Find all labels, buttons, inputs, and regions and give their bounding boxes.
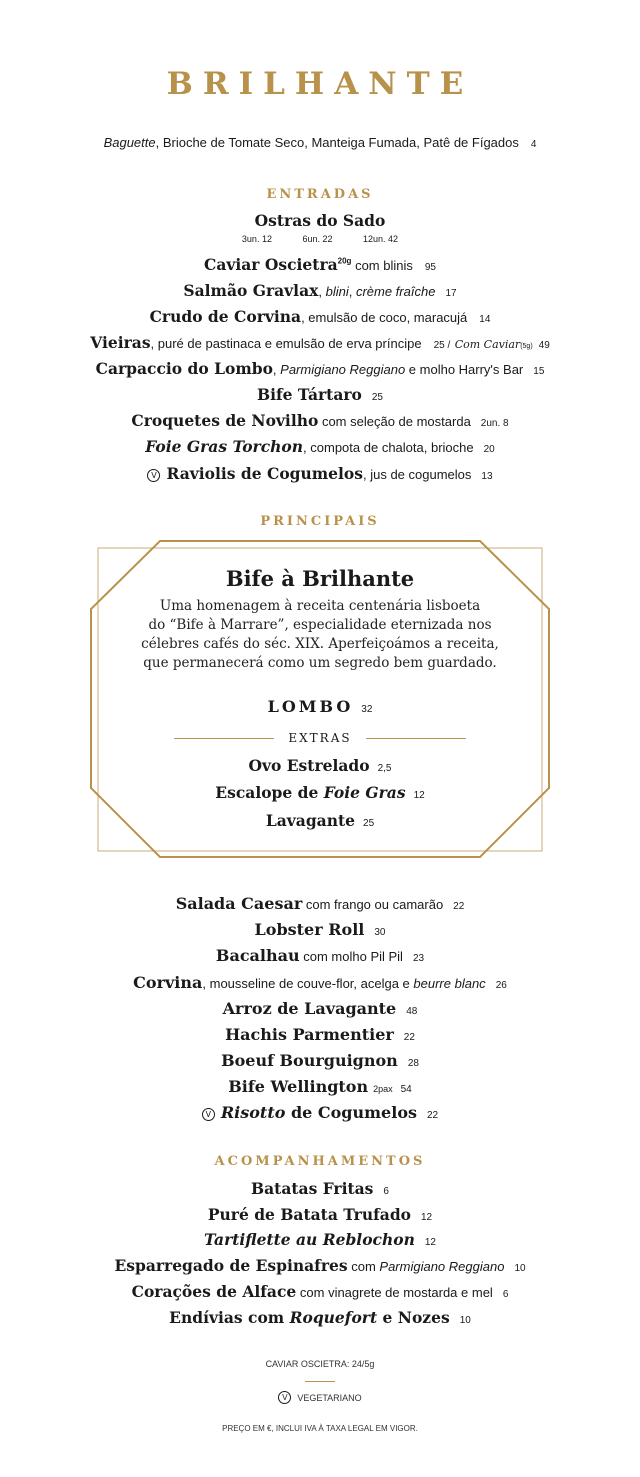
risotto-item — [0, 1103, 640, 1123]
ostras-opt-3: 3un. 12 — [241, 234, 272, 244]
caviar-name: Caviar Oscietra — [203, 255, 338, 274]
esparregado-name: Esparregado de Espinafres — [114, 1256, 348, 1275]
salmao-sep2: , — [348, 284, 356, 299]
vegetarian-icon: V — [278, 1391, 291, 1404]
esparregado-price: 10 — [514, 1263, 526, 1274]
footer-vegetarian-legend — [0, 1391, 640, 1404]
batatas-item — [0, 1179, 640, 1199]
arroz-price: 48 — [406, 1006, 418, 1017]
vieiras-caviar-price: 49 — [538, 340, 550, 351]
pure-item — [0, 1205, 640, 1225]
raviolis-name: Raviolis de Cogumelos — [166, 464, 363, 483]
lombo-price: 32 — [361, 704, 373, 715]
caesar-name: Salada Caesar — [175, 894, 303, 913]
foie-price: 20 — [483, 444, 495, 455]
caesar-price: 22 — [453, 901, 465, 912]
ovo-name: Ovo Estrelado — [248, 756, 370, 775]
ovo-price: 2,5 — [377, 763, 392, 774]
vieiras-desc: , puré de pastinaca e emulsão de erva príncipe — [150, 336, 422, 351]
tartaro-price: 25 — [371, 392, 383, 403]
story-line-2: do “Bife à Marrare”, especialidade eternizada nos — [148, 617, 492, 633]
escalope-name: Escalope de — [215, 783, 324, 802]
carpaccio-name: Carpaccio do Lombo — [95, 359, 273, 378]
arroz-item — [0, 999, 640, 1019]
boeuf-name: Boeuf Bourguignon — [221, 1051, 398, 1070]
bacalhau-desc: com molho Pil Pil — [299, 949, 403, 964]
carpaccio-desc1: Parmigiano Reggiano — [280, 362, 406, 377]
principais-heading: PRINCIPAIS — [260, 514, 380, 529]
carpaccio-price: 15 — [533, 366, 545, 377]
lobster-item — [0, 920, 640, 940]
vieiras-caviar-label: Com Caviar — [454, 338, 521, 351]
salmao-price: 17 — [445, 288, 457, 299]
salmao-desc2: crème fraîche — [355, 284, 436, 299]
bread-italic: Baguette — [103, 135, 156, 150]
raviolis-desc: , jus de cogumelos — [362, 467, 472, 482]
hachis-name: Hachis Parmentier — [225, 1025, 394, 1044]
corvina-name: Corvina — [133, 973, 203, 992]
hachis-item — [0, 1025, 640, 1045]
feature-story — [140, 597, 500, 673]
wellington-price: 54 — [400, 1084, 412, 1095]
bread-price: 4 — [530, 139, 537, 150]
tartiflette-item — [0, 1230, 640, 1250]
vegetarian-icon: V — [202, 1108, 215, 1121]
footer-rule — [305, 1381, 335, 1382]
ovo-item — [0, 756, 640, 776]
salmao-desc1: blini — [325, 284, 349, 299]
coracoes-desc: com vinagrete de mostarda e mel — [296, 1285, 493, 1300]
coracoes-price: 6 — [502, 1289, 509, 1300]
bread-text: , Brioche de Tomate Seco, Manteiga Fumada, Patê de Fígados — [155, 135, 519, 150]
croquetes-price: 2un. 8 — [480, 418, 509, 429]
risotto-price: 22 — [427, 1110, 439, 1121]
bacalhau-item — [0, 946, 640, 966]
ostras-name: Ostras do Sado — [254, 211, 386, 230]
wellington-item — [0, 1077, 640, 1097]
escalope-price: 12 — [413, 790, 425, 801]
lombo-name: LOMBO — [267, 697, 354, 716]
boeuf-item — [0, 1051, 640, 1071]
esparregado-item — [0, 1256, 640, 1276]
endivias-item — [0, 1308, 640, 1328]
extras-heading: EXTRAS — [288, 731, 352, 745]
risotto-name-italic: Risotto — [220, 1103, 286, 1122]
wellington-pax: 2pax — [373, 1084, 393, 1094]
feature-title: Bife à Brilhante — [225, 566, 415, 591]
pure-name: Puré de Batata Trufado — [207, 1205, 411, 1224]
endivias-name-italic: Roquefort — [289, 1308, 378, 1327]
corvina-desc-italic: beurre blanc — [413, 976, 486, 991]
caesar-item — [0, 894, 640, 914]
batatas-price: 6 — [383, 1186, 389, 1197]
story-line-4: que permanecerá como um segredo bem guardado. — [143, 655, 497, 671]
vieiras-name: Vieiras — [90, 333, 151, 352]
pure-price: 12 — [421, 1212, 433, 1223]
footer-vegetarian-label: VEGETARIANO — [297, 1393, 362, 1403]
salmao-sep: , — [318, 284, 326, 299]
esparregado-desc-italic: Parmigiano Reggiano — [379, 1259, 505, 1274]
bacalhau-price: 23 — [412, 953, 425, 964]
tartaro-name: Bife Tártaro — [256, 385, 362, 404]
foie-name: Foie Gras Torchon — [145, 437, 304, 456]
menu-title: BRILHANTE — [166, 66, 474, 102]
vieiras-caviar-qty: (5g) — [520, 343, 533, 350]
carpaccio-desc2: e molho Harry's Bar — [405, 362, 524, 377]
crudo-price: 14 — [479, 314, 491, 325]
risotto-name: de Cogumelos — [285, 1103, 417, 1122]
crudo-name: Crudo de Corvina — [149, 307, 302, 326]
corvina-item — [0, 973, 640, 993]
caviar-desc: com blinis — [351, 258, 413, 273]
corvina-price: 26 — [495, 980, 507, 991]
lavagante-extra-price: 25 — [363, 818, 375, 829]
foie-desc: , compota de chalota, brioche — [303, 440, 474, 455]
croquetes-name: Croquetes de Novilho — [131, 411, 319, 430]
vieiras-price: 25 / — [433, 340, 451, 351]
lobster-price: 30 — [374, 927, 386, 938]
hachis-price: 22 — [403, 1032, 415, 1043]
vegetarian-icon: V — [147, 469, 160, 482]
escalope-name-italic: Foie Gras — [323, 783, 406, 802]
story-line-3: célebres cafés do séc. XIX. Aperfeiçoámos a receita, — [141, 636, 499, 652]
wellington-name: Bife Wellington — [228, 1077, 369, 1096]
entradas-heading: ENTRADAS — [266, 187, 374, 202]
caviar-price: 95 — [424, 262, 436, 273]
escalope-item — [0, 783, 640, 803]
corvina-desc: , mousseline de couve-flor, acelga e — [202, 976, 414, 991]
ostras-opt-6: 6un. 22 — [302, 234, 333, 244]
coracoes-item — [0, 1282, 640, 1302]
boeuf-price: 28 — [407, 1058, 419, 1069]
arroz-name: Arroz de Lavagante — [222, 999, 397, 1018]
footer-caviar-note: CAVIAR OSCIETRA: 24/5g — [265, 1359, 375, 1369]
endivias-price: 10 — [459, 1315, 471, 1326]
raviolis-price: 13 — [481, 471, 493, 482]
batatas-name: Batatas Fritas — [251, 1179, 374, 1198]
endivias-name: Endívias com — [169, 1308, 290, 1327]
lobster-name: Lobster Roll — [254, 920, 365, 939]
lavagante-extra-name: Lavagante — [265, 811, 356, 830]
bacalhau-name: Bacalhau — [215, 946, 300, 965]
footer-price-note: PREÇO EM €, INCLUI IVA À TAXA LEGAL EM VIGOR. — [222, 1424, 418, 1433]
croquetes-desc: com seleção de mostarda — [318, 414, 471, 429]
esparregado-desc: com — [347, 1259, 380, 1274]
endivias-name-2: e Nozes — [377, 1308, 450, 1327]
crudo-desc: , emulsão de coco, maracujá — [301, 310, 468, 325]
caesar-desc: com frango ou camarão — [302, 897, 444, 912]
story-line-1: Uma homenagem à receita centenária lisboeta — [159, 598, 481, 614]
salmao-name: Salmão Gravlax — [183, 281, 319, 300]
caviar-weight: 20g — [337, 256, 352, 266]
lombo-item — [0, 697, 640, 717]
coracoes-name: Corações de Alface — [131, 1282, 297, 1301]
tartiflette-name: Tartiflette au Reblochon — [204, 1230, 415, 1249]
lavagante-extra-item — [0, 811, 640, 831]
carpaccio-sep: , — [272, 362, 281, 377]
tartiflette-price: 12 — [424, 1237, 436, 1248]
acomp-heading: ACOMPANHAMENTOS — [214, 1154, 426, 1169]
ostras-opt-12: 12un. 42 — [363, 234, 399, 244]
